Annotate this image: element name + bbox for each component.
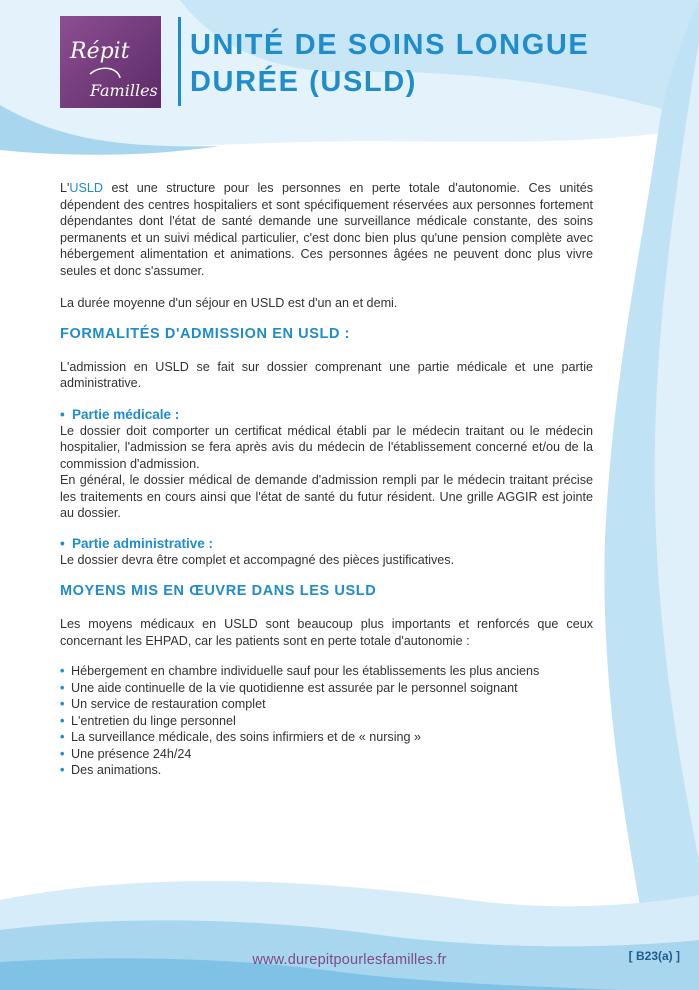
list-item-text: La surveillance médicale, des soins infirmiers et de « nursing » (71, 730, 421, 744)
admission-heading: FORMALITÉS D'ADMISSION EN USLD : (60, 325, 351, 342)
list-item (60, 696, 593, 713)
duration-paragraph: La durée moyenne d'un séjour en USLD est d'un an et demi. (60, 296, 398, 310)
website-link[interactable]: www.durepitpourlesfamilles.fr (252, 952, 447, 968)
medical-subheading (60, 406, 593, 423)
means-intro: Les moyens médicaux en USLD sont beaucoup plus importants et renforcés que ceux concernant les EHPAD, car les patients sont en perte totale d'autonomie : (60, 617, 593, 648)
page-title: UNITÉ DE SOINS LONGUE DURÉE (USLD) (190, 29, 590, 98)
list-bullet: • (60, 763, 65, 777)
list-item (60, 729, 593, 746)
logo-swirl (90, 68, 120, 78)
list-item-text: Des animations. (71, 763, 162, 777)
title-divider (178, 17, 181, 106)
list-item-text: Un service de restauration complet (71, 697, 266, 711)
administrative-bullet: • (60, 535, 65, 551)
list-bullet: • (60, 730, 65, 744)
intro-lead: L' (60, 181, 70, 195)
administrative-title: Partie administrative : (72, 535, 214, 551)
administrative-subheading (60, 535, 593, 552)
page-code: [ B23(a) ] (628, 949, 680, 963)
means-heading: MOYENS MIS EN ŒUVRE DANS LES USLD (60, 583, 377, 599)
logo-text-line1: Répit (70, 39, 130, 64)
administrative-paragraph: Le dossier devra être complet et accompagné des pièces justificatives. (60, 552, 455, 567)
admission-intro: L'admission en USLD se fait sur dossier comprenant une partie médicale et une partie administrative. (60, 359, 593, 390)
list-item (60, 663, 593, 680)
list-item-text: Une présence 24h/24 (71, 746, 192, 761)
list-bullet: • (60, 746, 65, 761)
list-item (60, 680, 593, 697)
medical-paragraph-2: En général, le dossier médical de demande d'admission rempli par le médecin traitant précise les traitements en cours ainsi que l'état de santé du futur résident. Une grille AGGIR est jointe au dossier. (60, 473, 593, 520)
list-item (60, 762, 593, 779)
list-item-text: Hébergement en chambre individuelle sauf pour les établissements les plus anciens (71, 664, 540, 678)
list-bullet: • (60, 713, 65, 728)
intro-paragraph (60, 180, 593, 279)
list-item-text: Une aide continuelle de la vie quotidienne est assurée par le personnel soignant (71, 680, 518, 695)
medical-title: Partie médicale : (72, 406, 180, 422)
list-item (60, 746, 593, 763)
list-bullet: • (60, 697, 65, 711)
list-bullet: • (60, 680, 65, 695)
list-bullet: • (60, 664, 65, 678)
list-item-text: L'entretien du linge personnel (71, 713, 236, 728)
intro-acronym: USLD (69, 181, 104, 195)
means-list (60, 663, 593, 779)
main-content (60, 180, 593, 779)
logo-text-line2: Familles (90, 81, 158, 100)
logo (60, 16, 161, 108)
list-item (60, 713, 593, 730)
medical-paragraph-1: Le dossier doit comporter un certificat médical établi par le médecin traitant ou le médecin hospitalier, l'admission se fera après avis du médecin de l'établissement concerné et/ou de la commission d'admission. (60, 423, 593, 471)
intro-text: est une structure pour les personnes en perte totale d'autonomie. Ces unités dépendent des centres hospitaliers et sont spécifiquement réservées aux personnes fortement dépendantes dont l'état de santé demande une surveillance médicale constante, des soins permanents et un suivi médical particulier, c'est donc bien plus qu'une pension complète avec hébergement alimentation et animations. Ces personnes âgées ne peuvent donc plus vivre seules et donc s'assumer. (60, 181, 593, 278)
medical-bullet: • (60, 406, 65, 422)
